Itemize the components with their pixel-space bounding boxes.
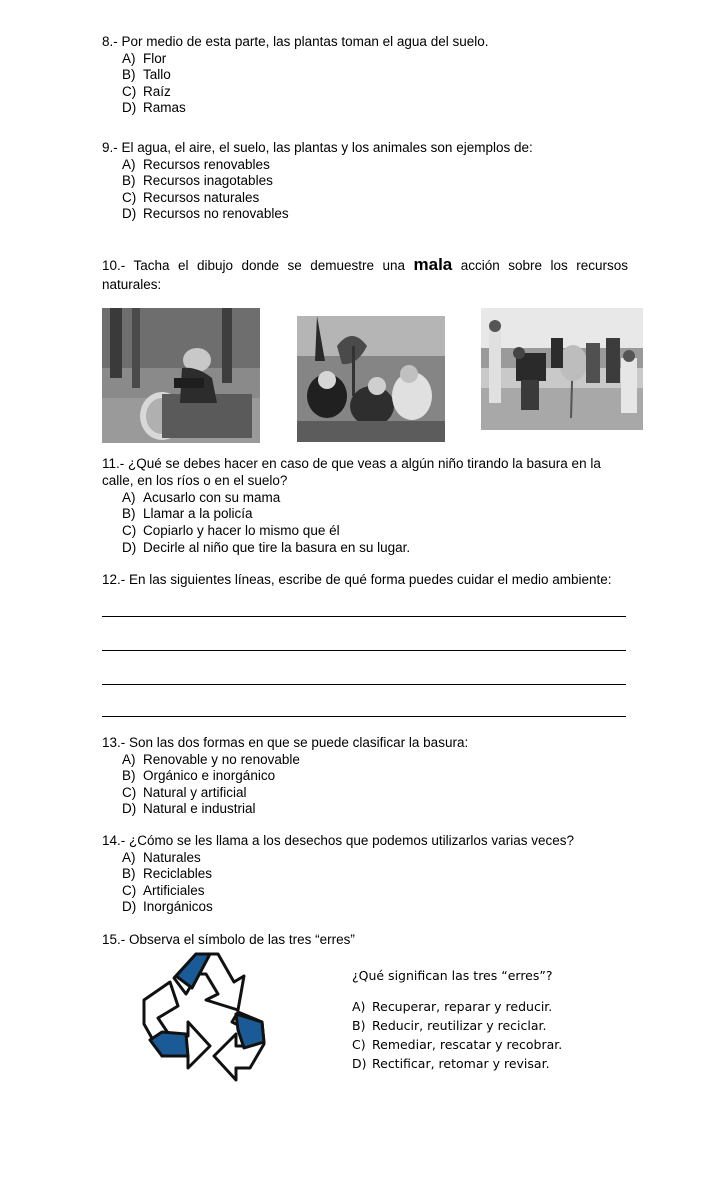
option-text: Decirle al niño que tire la basura en su lugar.: [143, 539, 411, 555]
question-15: [102, 932, 628, 949]
option-letter: A): [122, 156, 136, 172]
option-item[interactable]: [122, 67, 628, 84]
option-letter: C): [122, 523, 137, 539]
option-text: Tallo: [143, 67, 171, 82]
option-letter: C): [122, 83, 137, 99]
option-item[interactable]: [122, 768, 628, 785]
option-item[interactable]: [352, 1035, 652, 1054]
question-11-text: 11.- ¿Qué se debes hacer en caso de que veas a algún niño tirando la basura en la calle, en los ríos o en el suelo?: [102, 456, 601, 488]
option-letter: B): [122, 866, 136, 881]
option-letter: B): [122, 768, 136, 783]
option-item[interactable]: [122, 785, 628, 802]
option-text: Naturales: [143, 849, 201, 865]
option-text: Natural e industrial: [143, 801, 256, 816]
option-item[interactable]: [122, 883, 628, 900]
question-12-text: 12.- En las siguientes líneas, escribe de qué forma puedes cuidar el medio ambiente:: [102, 572, 612, 587]
option-text: Renovable y no renovable: [143, 751, 300, 767]
option-text: Reciclables: [143, 866, 213, 881]
option-item[interactable]: [122, 506, 628, 523]
option-text: Acusarlo con su mama: [143, 489, 281, 505]
question-8-options: [102, 51, 628, 117]
question-13-text: 13.- Son las dos formas en que se puede clasificar la basura:: [102, 735, 469, 750]
option-text: Inorgánicos: [143, 899, 213, 914]
option-text: Recuperar, reparar y reducir.: [372, 999, 553, 1014]
question-15-options: [352, 997, 652, 1073]
option-letter: C): [122, 189, 137, 205]
option-text: Flor: [143, 50, 167, 66]
option-text: Remediar, rescatar y recobrar.: [372, 1037, 563, 1052]
answer-line[interactable]: [102, 716, 626, 717]
question-13-options: [102, 752, 628, 818]
option-letter: C): [122, 882, 137, 898]
question-9-text: 9.- El agua, el aire, el suelo, las plantas y los animales son ejemplos de:: [102, 140, 533, 155]
option-text: Artificiales: [143, 882, 205, 898]
question-10: [102, 255, 628, 294]
option-text: Llamar a la policía: [143, 506, 253, 522]
answer-line[interactable]: [102, 684, 626, 685]
option-letter: A): [122, 849, 136, 865]
option-letter: D): [122, 801, 137, 816]
question-8: [102, 34, 628, 117]
option-item[interactable]: [352, 1054, 652, 1073]
option-item[interactable]: [122, 752, 628, 769]
option-item[interactable]: [352, 1016, 652, 1035]
option-item[interactable]: [122, 190, 628, 207]
answer-line[interactable]: [102, 650, 626, 651]
option-text: Raíz: [143, 83, 171, 99]
question-14: [102, 833, 628, 916]
question-8-text: 8.- Por medio de esta parte, las plantas toman el agua del suelo.: [102, 34, 489, 49]
answer-line[interactable]: [102, 616, 626, 617]
option-letter: B): [122, 506, 136, 522]
option-text: Recursos no renovables: [143, 206, 289, 221]
option-letter: B): [352, 1018, 366, 1033]
recycle-symbol: [140, 948, 270, 1084]
option-item[interactable]: [122, 490, 628, 507]
option-letter: D): [122, 100, 137, 115]
option-item[interactable]: [122, 100, 628, 117]
option-letter: A): [122, 50, 136, 66]
option-letter: D): [352, 1056, 367, 1071]
option-item[interactable]: [122, 51, 628, 68]
option-text: Orgánico e inorgánico: [143, 768, 276, 783]
option-item[interactable]: [122, 801, 628, 818]
question-11: [102, 456, 628, 557]
option-letter: D): [122, 206, 137, 221]
option-text: Rectificar, retomar y revisar.: [372, 1056, 550, 1071]
question-13: [102, 735, 628, 818]
option-item[interactable]: [122, 206, 628, 223]
question-9: [102, 140, 628, 223]
option-letter: A): [122, 751, 136, 767]
photo-cutting-tree-image: [102, 308, 260, 443]
question-12: [102, 571, 628, 588]
recycle-icon: [140, 948, 270, 1084]
photo-children-planting[interactable]: [297, 316, 445, 442]
option-item[interactable]: [122, 899, 628, 916]
option-text: Reducir, reutilizar y reciclar.: [372, 1018, 547, 1033]
option-letter: C): [122, 784, 137, 800]
option-item[interactable]: [122, 850, 628, 867]
option-text: Recursos renovables: [143, 156, 270, 172]
option-item[interactable]: [122, 866, 628, 883]
option-letter: A): [352, 999, 366, 1014]
question-15-subquestion: ¿Qué significan las tres “erres”?: [352, 968, 553, 983]
photo-adults-planting-tree[interactable]: [481, 308, 643, 430]
option-text: Recursos inagotables: [143, 173, 273, 188]
option-letter: D): [122, 539, 137, 555]
question-10-text-end: acción sobre los recursos naturales:: [102, 258, 628, 292]
question-9-options: [102, 157, 628, 223]
photo-adults-planting-tree-image: [481, 308, 643, 430]
question-10-emphasis: mala: [413, 255, 453, 274]
option-letter: A): [122, 489, 136, 505]
option-item[interactable]: [122, 540, 628, 557]
option-letter: D): [122, 899, 137, 914]
option-letter: B): [122, 67, 136, 82]
option-letter: C): [352, 1037, 366, 1052]
photo-children-planting-image: [297, 316, 445, 442]
question-15-answers: [352, 966, 652, 1073]
option-text: Natural y artificial: [143, 784, 247, 800]
question-10-text-start: 10.- Tacha el dibujo donde se demuestre una: [102, 258, 414, 273]
option-text: Ramas: [143, 100, 186, 115]
option-text: Recursos naturales: [143, 189, 260, 205]
question-15-text: 15.- Observa el símbolo de las tres “erres”: [102, 932, 355, 947]
option-item[interactable]: [122, 523, 628, 540]
option-item[interactable]: [122, 173, 628, 190]
question-14-text: 14.- ¿Cómo se les llama a los desechos que podemos utilizarlos varias veces?: [102, 833, 574, 848]
option-item[interactable]: [352, 997, 652, 1016]
question-14-options: [102, 850, 628, 916]
option-item[interactable]: [122, 157, 628, 174]
option-text: Copiarlo y hacer lo mismo que él: [143, 523, 340, 539]
photo-cutting-tree[interactable]: [102, 308, 260, 443]
option-item[interactable]: [122, 84, 628, 101]
question-11-options: [102, 490, 628, 557]
option-letter: B): [122, 173, 136, 188]
